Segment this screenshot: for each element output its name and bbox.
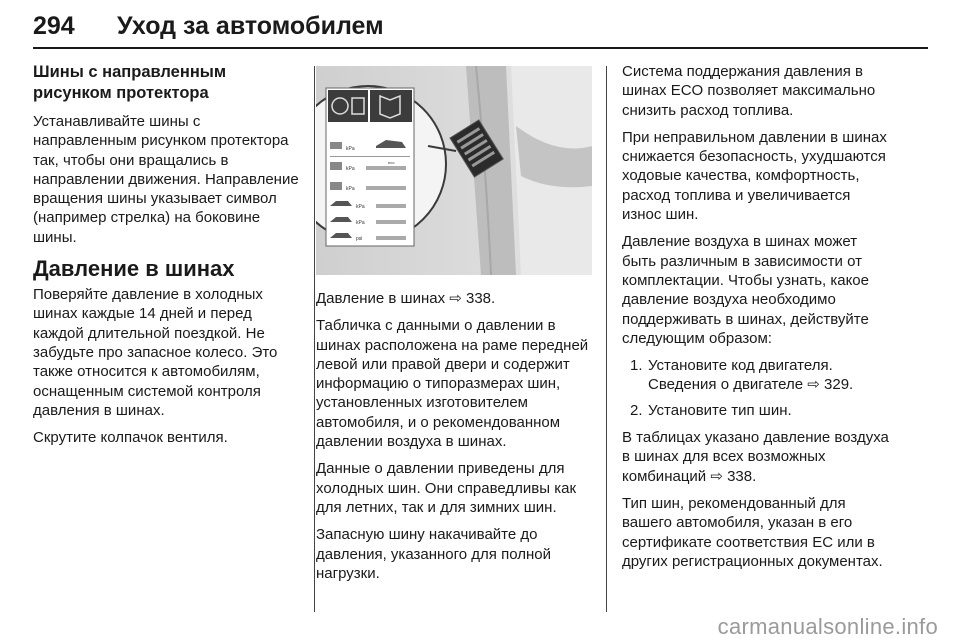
steps-list: [622, 356, 890, 420]
paragraph-tire-type: Тип шин, рекомендованный для вашего автомобиля, указан в его сертификате соответствия ЕС или в других регистрационных документах.: [622, 494, 883, 570]
step-ref-page[interactable]: 329.: [824, 376, 854, 394]
reference-arrow-icon: ⇨: [710, 467, 723, 485]
paragraph-wrong-pressure: При неправильном давлении в шинах снижается безопасность, ухудшаются ходовые качества, комфортность, расход топлива и увеличивается износ шин.: [622, 128, 887, 224]
step-number: 2.: [630, 401, 643, 419]
subheading-directional-tires: Шины с направленным рисунком протектора: [33, 63, 227, 102]
page-header: [33, 10, 933, 52]
page-number: 294: [33, 12, 75, 40]
label-kpa-2: kPa: [346, 166, 355, 172]
paragraph-eco-system: Система поддержания давления в шинах ECO позволяет максимально снизить расход топлива.: [622, 63, 876, 119]
label-kpa-5: kPa: [356, 220, 365, 226]
label-eco: eco: [388, 160, 395, 165]
step-number: 1.: [630, 357, 643, 375]
running-title: Уход за автомобилем: [117, 12, 384, 40]
paragraph-cold-tires: Данные о давлении приведены для холодных шин. Они справедливы как для летних, так и для зимних шин.: [316, 460, 577, 516]
tire-pressure-label-figure: [316, 66, 592, 275]
column-left: [33, 62, 301, 455]
paragraph-label-location: Табличка с данными о давлении в шинах расположена на раме передней левой или правой двери и содержит информацию о типоразмерах шин, установленных изготовителем автомобиля, и о рекомендованном давлении воздуха в шинах.: [316, 317, 589, 451]
pressure-ref-text: Давление в шинах: [316, 290, 450, 307]
label-kpa-1: kPa: [346, 146, 355, 152]
pressure-ref-page[interactable]: 338.: [466, 290, 496, 307]
column-middle: [316, 62, 594, 591]
column-divider-right: [606, 66, 607, 612]
reference-arrow-icon: ⇨: [807, 376, 820, 394]
tables-text: В таблицах указано давление воздуха в шинах для всех возможных комбинаций: [622, 429, 889, 485]
paragraph-directional-tires: Устанавливайте шины с направленным рисунком протектора так, чтобы они вращались в направлении движения. Направление вращения шины указывает символ (например стрелка) на боковине шины.: [33, 113, 299, 246]
paragraph-check-pressure: Поверяйте давление в холодных шинах каждые 14 дней и перед каждой длительной поездкой. Не забудьте про запасное колесо. Это также относится к автомобилям, оснащенным системой контроля давления в шинах.: [33, 286, 278, 419]
header-divider: [33, 47, 928, 49]
label-kpa-4: kPa: [356, 204, 365, 210]
step-text: Установите код двигателя. Сведения о двигателе: [648, 357, 833, 394]
section-heading-tire-pressure: Давление в шинах: [33, 256, 235, 282]
list-item: [622, 401, 890, 420]
column-right: [622, 62, 890, 579]
paragraph-spare-tire: Запасную шину накачивайте до давления, указанного для полной нагрузки.: [316, 526, 551, 582]
paragraph-pressure-ref: [316, 289, 594, 308]
paragraph-valve-cap: Скрутите колпачок вентиля.: [33, 429, 228, 447]
paragraph-tables: [622, 428, 890, 486]
tire-pressure-illustration: [316, 66, 592, 275]
list-item: [622, 356, 890, 395]
tables-ref-page[interactable]: 338.: [727, 467, 757, 485]
label-kpa-3: kPa: [346, 186, 355, 192]
label-psi: psi: [356, 236, 363, 242]
paragraph-variable-pressure: Давление воздуха в шинах может быть различным в зависимости от комплектации. Чтобы узнать, какое давление воздуха необходимо поддерживать в шинах, действуйте следующим образом:: [622, 233, 869, 347]
column-divider-left: [314, 66, 315, 612]
step-text: Установите тип шин.: [648, 401, 792, 419]
watermark: carmanualsonline.info: [717, 614, 938, 639]
reference-arrow-icon: ⇨: [449, 290, 462, 307]
